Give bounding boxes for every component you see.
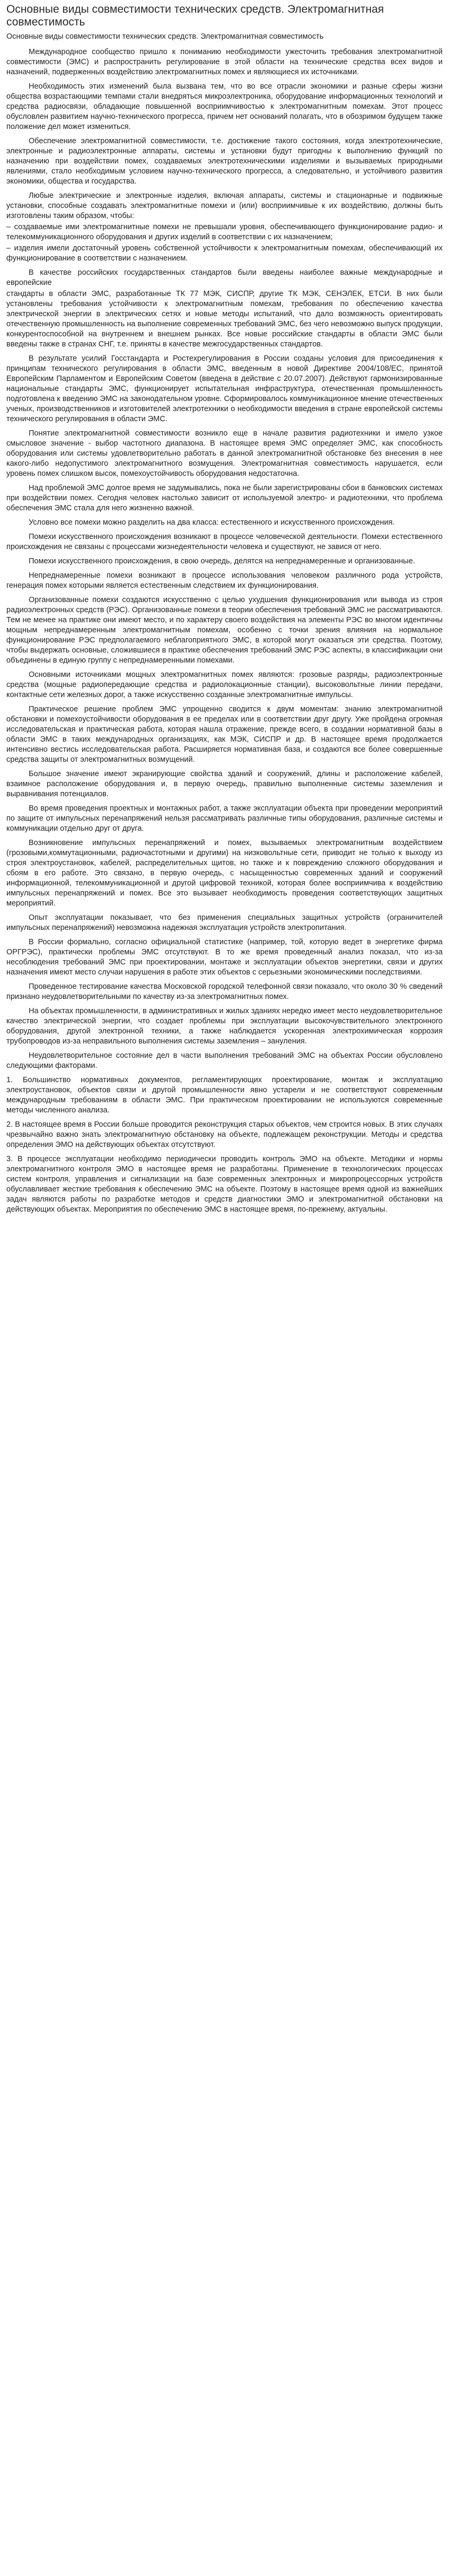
article-paragraph: Проведенное тестирование качества Московской городской телефонной связи показало, что около 30 % сведений признано неудовлетворительными по качеству из-за электромагнитных помех. bbox=[6, 982, 443, 1001]
article-page bbox=[0, 0, 449, 1230]
article-paragraph: Понятие электромагнитной совместимости возникло еще в начале развития радиотехники и имело узкое смысловое значение - выбор частотного диапазона. В настоящее время ЭМС определяет ЭМС, как способность оборудования или системы удовлетворительно работать в данной электромагнитной обстановке без внесения в нее какого-либо недопустимого электромагнитного возмущения. Электромагнитная совместимость нарушается, если уровень помех слишком высок, помехоустойчивость оборудования недостаточна. bbox=[6, 429, 443, 478]
article-paragraph: В России формально, согласно официальной статистике (например, той, которую ведет в энергетике фирма ОРГРЭС), практически проблемы ЭМС отсутствуют. В то же время проведенный анализ показал, что из-за несоблюдения требований ЭМС при проектировании, монтаже и эксплуатации объектов энергетики, связи и других назначения имеют место случаи нарушения в работе этих объектов с серьезными экономическими последствиями. bbox=[6, 938, 443, 977]
article-paragraph: В результате усилий Госстандарта и Ростехрегулирования в России созданы условия для присоединения к принципам технического регулирования в области ЭМС, введенным в новой Директиве 2004/108/ЕС, принятой Европейским Парламентом и Европейским Советом (введена в действие с 20.07.2007). Действуют гармонизированные национальные стандарты ЭМС, функционирует испытательная инфраструктура, отечественная промышленность подготовлена к введению ЭМС на законодательном уровне. Сформировалось коммуникационное мнение отечественных ученых, производственников и изготовителей электротехники о необходимости введения в стране европейской системы технического регулирования в области ЭМС. bbox=[6, 354, 443, 423]
article-paragraph: Необходимость этих изменений была вызвана тем, что во все отрасли экономики и разные сферы жизни общества возрастающими темпами стали внедряться микроэлектроника, оборудование информационных технологий и средства радиосвязи, обладающие повышенной восприимчивостью к электромагнитным помехам. Этот процесс обусловлен развитием научно-технического прогресса, причем нет оснований полагать, что в обозримом будущем также положение дел может измениться. bbox=[6, 82, 443, 131]
article-paragraph: Большое значение имеют экранирующие свойства зданий и сооружений, длины и расположение кабелей, взаимное расположение оборудования и, в первую очередь, правильно выполненные системы заземления и выравнивания потенциалов. bbox=[6, 770, 443, 798]
article-paragraph: Над проблемой ЭМС долгое время не задумывались, пока не были зарегистрированы сбои в банковских системах при воздействии помех. Сегодня человек настолько зависит от используемой электро- и радиотехники, что проблема обеспечения ЭМС стала для него жизненно важной. bbox=[6, 484, 443, 512]
article-paragraph: На объектах промышленности, в административных и жилых зданиях нередко имеет место неудовлетворительное качество электрической энергии, что создает проблемы при эксплуатации высокочувствительного электронного оборудования, другой электронной техники, а также наблюдается ускоренная электрохимическая коррозия трубопроводов из-за неправильного выполнения системы заземления – зануления. bbox=[6, 1007, 443, 1046]
article-paragraph: Опыт эксплуатации показывает, что без применения специальных защитных устройств (ограничителей импульсных перенапряжений) невозможна надежная эксплуатация устройств электропитания. bbox=[6, 913, 443, 932]
article-paragraph: Возникновение импульсных перенапряжений и помех, вызываемых электромагнитным воздействием (грозовыми,коммутационными, радиочастотными и другими) на низковольтные сети, приводит не только к выходу из строя электроустановок, кабелей, распределительных щитов, но также и к повреждению сложного оборудования и сбоям в его работе. Это связано, в первую очередь, с насыщенностью современных зданий и сооружений информационной, телекоммуникационной и другой цифровой техникой, которая более восприимчива к воздействию импульсных перенапряжений и помех. Все это вызывает необходимость проведения соответствующих защитных мероприятий. bbox=[6, 839, 443, 908]
article-paragraph: Непреднамеренные помехи возникают в процессе использования человеком различного рода устройств, генерация помех которыми является естественным следствием их функционирования. bbox=[6, 571, 443, 590]
article-paragraph: 3. В процессе эксплуатации необходимо периодически проводить контроль ЭМО на объекте. Методики и нормы электромагнитного контроля ЭМО в настоящее время не разработаны. Применение в технологических процессах систем контроля, управления и сигнализации на базе современных электронных и микропроцессорных устройств обуславливает жесткие требования к обеспечению ЭМС на объекте. Поэтому в настоящее время одной из важнейших задач являются работы по разработке методов и средств диагностики ЭМО и электромагнитной обстановки на действующих объектах. Мероприятия по обеспечению ЭМС в настоящее время, по-прежнему, актуальны. bbox=[6, 1155, 443, 1214]
article-paragraph: Организованные помехи создаются искусственно с целью ухудшения функционирования или вывода из строя радиоэлектронных средств (РЭС). Организованные помехи в теории обеспечения требований ЭМС не рассматриваются. Тем не менее на практике они имеют место, и по характеру своего воздействия на элементы РЭС во многом идентичны мощным непреднамеренным электромагнитным помехам, особенно с точки зрения влияния на нормальное функционирование РЭС предполагаемого неблагоприятного ЭМС, в которой могут оказаться эти средства. Поэтому, чтобы выдержать основные, сложившиеся в практике обеспечения требований ЭМС РЭС аспекты, в классификации они объединены в единую группу с непреднамеренными помехами. bbox=[6, 596, 443, 665]
article-paragraph: Основными источниками мощных электромагнитных помех являются: грозовые разряды, радиоэлектронные средства (мощные радиопередающие средства и радиолокационные станции), высоковольтные линии передачи, контактные сети железных дорог, а также искусственно созданные электромагнитные импульсы. bbox=[6, 671, 443, 699]
article-paragraph: – создаваемые ими электромагнитные помехи не превышали уровня, обеспечивающего функционирование радио- и телекоммуникационного оборудования и других изделий в соответствии с их назначением; bbox=[6, 223, 443, 241]
article-paragraph: Обеспечение электромагнитной совместимости, т.е. достижение такого состояния, когда электротехнические, электронные и радиоэлектронные аппараты, системы и установки будут пригодны к выполнению функций по назначению при воздействии помех, создаваемых электротехническими изделиями и вызываемых природными явлениями, стало необходимым условием научно-технического прогресса, а следовательно, и устойчивого развития экономики, общества и государства. bbox=[6, 137, 443, 186]
article-paragraph: Помехи искусственного происхождения, в свою очередь, делятся на непреднамеренные и организованные. bbox=[29, 557, 415, 565]
article-paragraph: Любые электрические и электронные изделия, включая аппараты, системы и стационарные и подвижные установки, способные создавать электромагнитные помехи и (или) восприимчивые к их воздействию, должны быть изготовлены таким образом, чтобы: bbox=[6, 192, 443, 220]
article-paragraph: 2. В настоящее время в России больше проводится реконструкция старых объектов, чем строится новых. В этих случаях чрезвычайно важно знать электромагнитную обстановку на объекте, подлежащем реконструкции. Методы и средства определения ЭМО на действующих объектах отсутствуют. bbox=[6, 1120, 443, 1149]
article-paragraph: Неудовлетворительное состояние дел в части выполнения требований ЭМС на объектах России обусловлено следующими факторами. bbox=[6, 1051, 443, 1070]
article-lead: Основные виды совместимости технических средств. Электромагнитная совместимость bbox=[6, 32, 324, 41]
article-paragraph: Во время проведения проектных и монтажных работ, а также эксплуатации объекта при проведении мероприятий по защите от импульсных перенапряжений нельзя рассматривать различные типы оборудования, различные системы и коммуникации отдельно друг от друга. bbox=[6, 804, 443, 833]
article-paragraph: Условно все помехи можно разделить на два класса: естественного и искусственного происхождения. bbox=[29, 518, 395, 527]
article-body bbox=[6, 47, 443, 1215]
article-paragraph: Международное сообщество пришло к пониманию необходимости ужесточить требования электромагнитной совместимости (ЭМС) и распространить регулирование в этой области на технические средства всех видов и назначений, подверженных воздействию электромагнитных помех и являющиеся их источниками. bbox=[6, 48, 443, 76]
article-paragraph: Помехи искусственного происхождения возникают в процессе человеческой деятельности. Помехи естественного происхождения не связаны с процессами жизнедеятельности человека и существуют, не завися от него. bbox=[6, 533, 443, 551]
article-title: Основные виды совместимости технических средств. Электромагнитная совместимость bbox=[6, 3, 384, 28]
article-paragraph: Практическое решение проблем ЭМС упрощенно сводится к двум моментам: знанию электромагнитной обстановки и помехоустойчивости оборудования в ее пределах или в соответствии друг другу. Уже пройдена огромная исследовательская и практическая работа, которая нашла отражение, прежде всего, в создании нормативной базы в области ЭМС в таких международных организациях, как МЭК, СИСПР и др. В настоящее время продолжается интенсивно вестись исследовательская работа. Расширяется нормативная база, и создаются все более совершенные средства защиты от электромагнитных возмущений. bbox=[6, 705, 443, 764]
article-paragraph: стандарты в области ЭМС, разработанные ТК 77 МЭК, СИСПР, другие ТК МЭК, СЕНЭЛЕК, ЕТСИ. В них были установлены требования устойчивости к электромагнитным помехам, требования по обеспечению качества электрической энергии в электрических сетях и новые методы испытаний, что дало возможность ориентировать отечественную промышленность на выполнение современных требований ЭМС, без чего невозможно выпуск продукции, конкурентоспособной на внутреннем и внешнем рынках. Все новые российские стандарты в области ЭМС были введены также в странах СНГ, т.е. приняты в качестве межгосударственных стандартов. bbox=[6, 290, 443, 349]
article-paragraph: – изделия имели достаточный уровень собственной устойчивости к электромагнитным помехам, обеспечивающий их функционирование в соответствии с назначением. bbox=[6, 244, 443, 263]
article-paragraph: 1. Большинство нормативных документов, регламентирующих проектирование, монтаж и эксплуатацию электроустановок, объектов связи и другой промышленности явно устарели и не соответствуют современным международным требованиям в области ЭМС. При практическом проектировании не используются современные методы численного анализа. bbox=[6, 1076, 443, 1115]
article-paragraph: В качестве российских государственных стандартов были введены наиболее важные международные и европейские bbox=[6, 268, 443, 287]
